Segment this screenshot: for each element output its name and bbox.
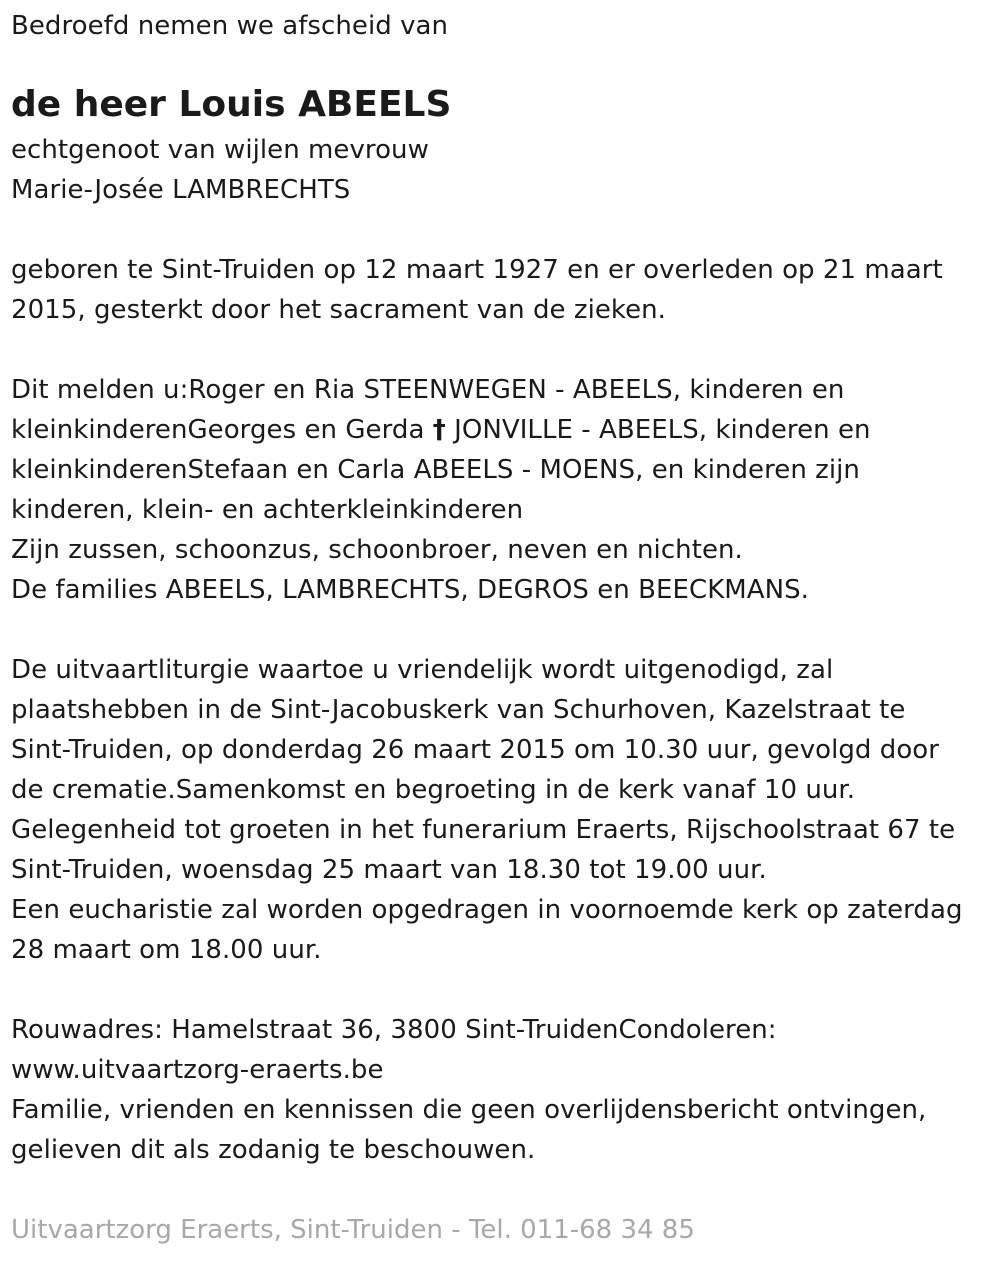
paragraph-spacer [11, 970, 990, 1010]
announcers-line-2 [11, 410, 990, 450]
ceremony-line-4: de crematie.Samenkomst en begroeting in de kerk vanaf 10 uur. [11, 775, 856, 805]
ceremony-line-8: 28 maart om 18.00 uur. [11, 935, 322, 965]
deceased-name: de heer Louis ABEELS [11, 84, 452, 125]
contact-line-1: Rouwadres: Hamelstraat 36, 3800 Sint-TruidenCondoleren: [11, 1015, 777, 1045]
ceremony-line-5: Gelegenheid tot groeten in het funerarium Eraerts, Rijschoolstraat 67 te [11, 815, 956, 845]
spouse-line-1: echtgenoot van wijlen mevrouw [11, 135, 429, 165]
ceremony-line-1: De uitvaartliturgie waartoe u vriendelijk wordt uitgenodigd, zal [11, 655, 834, 685]
condolence-website: www.uitvaartzorg-eraerts.be [11, 1055, 384, 1085]
ceremony-line-2: plaatshebben in de Sint-Jacobuskerk van Schurhoven, Kazelstraat te [11, 695, 906, 725]
intro-text: Bedroefd nemen we afscheid van [11, 11, 449, 41]
announcers-line-5: Zijn zussen, schoonzus, schoonbroer, neven en nichten. [11, 535, 743, 565]
contact-line-4: gelieven dit als zodanig te beschouwen. [11, 1135, 536, 1165]
announcers-line-1: Dit melden u:Roger en Ria STEENWEGEN - ABEELS, kinderen en [11, 375, 845, 405]
cross-icon: † [432, 415, 446, 445]
birth-death-line-1: geboren te Sint-Truiden op 12 maart 1927 en er overleden op 21 maart [11, 255, 943, 285]
ceremony-line-6: Sint-Truiden, woensdag 25 maart van 18.30 tot 19.00 uur. [11, 855, 767, 885]
announcers-line-6: De families ABEELS, LAMBRECHTS, DEGROS en BEECKMANS. [11, 575, 809, 605]
ceremony-line-7: Een eucharistie zal worden opgedragen in voornoemde kerk op zaterdag [11, 895, 963, 925]
paragraph-spacer [11, 610, 990, 650]
paragraph-spacer [11, 330, 990, 370]
announcers-line-4: kinderen, klein- en achterkleinkinderen [11, 495, 524, 525]
ceremony-line-3: Sint-Truiden, op donderdag 26 maart 2015 om 10.30 uur, gevolgd door [11, 735, 939, 765]
contact-line-3: Familie, vrienden en kennissen die geen overlijdensbericht ontvingen, [11, 1095, 927, 1125]
announcers-line-2-end: JONVILLE - ABEELS, kinderen en [445, 415, 871, 445]
paragraph-spacer [11, 210, 990, 250]
announcers-line-2-start: kleinkinderenGeorges en Gerda [11, 415, 433, 445]
announcers-line-3: kleinkinderenStefaan en Carla ABEELS - MOENS, en kinderen zijn [11, 455, 860, 485]
birth-death-line-2: 2015, gesterkt door het sacrament van de zieken. [11, 295, 666, 325]
funeral-home-footer: Uitvaartzorg Eraerts, Sint-Truiden - Tel. 011-68 34 85 [11, 1215, 695, 1245]
spouse-line-2: Marie-Josée LAMBRECHTS [11, 175, 351, 205]
